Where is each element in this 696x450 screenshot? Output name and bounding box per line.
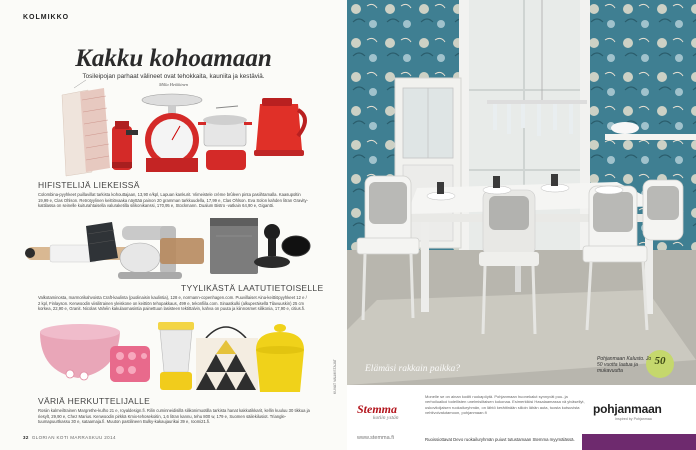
wooden-board-image [160, 238, 204, 264]
folio-text: GLORIAN KOTI MARRASKUU 2014 [31, 435, 116, 440]
page-folio [23, 435, 116, 440]
section-heading-2: TYYLIKÄSTÄ LAATUTIETOISELLE [181, 283, 324, 293]
page-title: Kakku kohoamaan [75, 45, 272, 72]
section-heading-3: VÄRIÄ HERKUTTELIJALLE [38, 396, 151, 406]
page-subtitle: Tosileipojan parhaat välineet ovat tehokkaita, kauniita ja kestäviä. [82, 73, 265, 80]
pohjanmaan-logo: pohjanmaan [593, 402, 662, 416]
product-illustrations [0, 0, 347, 450]
cookie-stamp-image [254, 224, 310, 268]
canister-image [210, 218, 258, 274]
dining-room-illustration [347, 0, 696, 385]
ad-store-note: Ruoissiottavat Devo ruokailuryhmän puiuvt tutustamaan Stemma myymälässä. [425, 437, 575, 442]
silicone-molds-image [110, 346, 150, 382]
stemma-logo: Stemma [357, 402, 398, 416]
red-kettle-image [254, 98, 305, 156]
collection-note: Pohjanmaan Kalusto. Jo 50 vuotta laatua ja mukavuutta [597, 356, 652, 374]
rolling-pin-image [25, 245, 136, 262]
byline: Milla Heikkinen [158, 82, 189, 87]
dining-room-photo [347, 0, 696, 385]
blender-image [158, 322, 194, 390]
purple-accent-bar [582, 434, 696, 450]
triangle-tote-image [196, 327, 258, 390]
page-number: 32 [23, 435, 29, 440]
section-body-2: Valkotaminosta, marmorikahvoista Craft-kaulinta (puolinaisin kaulintia), 128 e, normann-copenhagen.com. Puuvillaiset Aina-keittiöpyyhkeet 12 e / 2 kpl, Finlayson. Kenwoodin viisilitrainen yleiskone on keittiön tehopakkaus, 499 e, tekonfiila.com. Sinaatkulki (alkuperäisellä Tilavuuskin) 25 cm korkea, 22,90 e, Granit. Nicolas Vahéin kakulaomasintia painettuun lasisteen tektittalvin, kahva on puuta ja kiinnosmet silikonia, 17,90 e, citius.fi. [38, 295, 307, 312]
section-body-1: Colombina-pyyhkeet puillavillat tarkista kohouttajaan, 13,90 e/kpl, Lapuan kankurit. Viimeistele crème brûleen pinta pasiihtamalla. Kaasupoltin 19,99 e, Clas Ohlson. Retrotyylinen keittiövaaka näyttää painon 20 gramman tarkkuudella, 17,99 e, Clas Ohlson. Eva Solon kahden litran Gravity-kattilassa on seinelle kuiturahtaisella valuraketilla silikonikanssi, 170,95 e, Stockmann. Dualum Bistro -vatkain 64,90 e, Gigantti. [38, 192, 309, 209]
pohjanmaan-tagline: Inspired by Pohjanmaa [615, 417, 652, 421]
anniversary-badge: 50 [654, 355, 666, 367]
pink-bowl-image [40, 324, 120, 380]
section-heading-1: HIFISTELIJÄ LIEKEISSÄ [38, 180, 140, 190]
stemma-url[interactable]: www.stemma.fi [357, 435, 394, 441]
stemma-tagline: kotiin ystän [373, 415, 399, 421]
left-page [0, 0, 347, 450]
tea-towels-image [62, 80, 110, 176]
section-label: KOLMIKKO [23, 14, 70, 21]
ad-footer [347, 385, 696, 450]
pot-image [198, 106, 252, 170]
ad-tagline: Elämäsi rakkain paikka? [365, 364, 460, 374]
tea-towel-dark-image [86, 222, 118, 262]
advertisement-page [347, 0, 696, 450]
ad-body-text: Monelle se on ainan koditi ruokapöytä. Pohjanmaan huonekalut synnyvät puu- ja verhoiluaikoi todellisten unelmisiltaisen kokonaa. Esimerkikisi Hasalaamassa vä ylväsellyt, uskoviioljaisen ruokailuryhmän, on lähtö kerättinään silloin lähän auta, tuosta kutsuvista vehtivoivalutamoon, pohjanmaan.fi [425, 394, 585, 415]
gas-torch-image [112, 121, 138, 170]
photo-credit: KUVAT VALMISTAJAT [333, 359, 337, 394]
yellow-jar-image [256, 324, 304, 392]
section-body-3: Rosiin kalmeiltrainen Margrethe-kulho 21 e, royaldesign.fi. Rilin cuminneidisillä silikonimuotilla tarkista hanat kakkutikkarit, kellin kuuluu 30 tikkua ja riesylt, 29,90 e, Chez Marius. Kenwoodin pirkkä Kmix-tehosekoitin, 1,6 litran kannu, tehu 800 w, 179 e, Suomen säilekilusiot. Triangle-tuumapuurtkassu 30 e, sataamaja.fi. Muuton pastilineen Bulky-kakaujaurikai 39 e, roomi21.fi. [38, 408, 310, 425]
kitchen-scale-image [142, 94, 202, 172]
